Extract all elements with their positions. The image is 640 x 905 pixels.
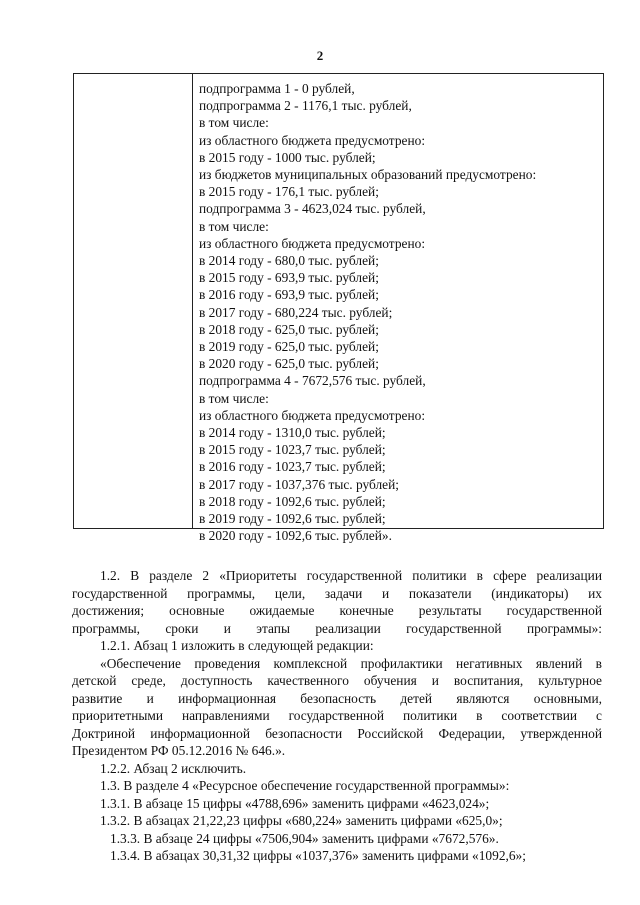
table-line: в 2017 году - 1037,376 тыс. рублей;: [199, 476, 400, 492]
paragraph-1-3: 1.3. В разделе 4 «Ресурсное обеспечение государственной программы»:: [100, 778, 510, 793]
table-line: в том числе:: [199, 218, 269, 234]
paragraph-1-3-4: 1.3.4. В абзацах 30,31,32 цифры «1037,376» заменить цифрами «1092,6»;: [110, 848, 526, 863]
table-line: в 2015 году - 1023,7 тыс. рублей;: [199, 442, 386, 458]
table-line: из областного бюджета предусмотрено:: [199, 132, 426, 148]
quote-line: приоритетными направлениями государственной политики в соответствии с: [72, 708, 602, 723]
paragraph-1-2-line: государственной программы, цели, задачи и показатели (индикаторы) их: [72, 585, 602, 601]
paragraph-1-2-2: 1.2.2. Абзац 2 исключить.: [100, 760, 247, 776]
table-line: подпрограмма 4 - 7672,576 тыс. рублей,: [199, 373, 426, 389]
table-line: в 2016 году - 1023,7 тыс. рублей;: [199, 459, 386, 475]
table-line: в 2015 году - 176,1 тыс. рублей;: [199, 184, 379, 200]
paragraph-1-2-1: 1.2.1. Абзац 1 изложить в следующей редакции:: [100, 638, 374, 653]
table-line: в 2020 году - 625,0 тыс. рублей;: [199, 356, 379, 372]
table-line: в 2019 году - 625,0 тыс. рублей;: [199, 339, 379, 355]
table-line: из бюджетов муниципальных образований предусмотрено:: [199, 167, 537, 183]
paragraph-1-2-line: программы, сроки и этапы реализации государственной программы»:: [72, 620, 602, 636]
quote-line: детской среде, доступность качественного обучения и воспитания, культурное: [72, 673, 602, 688]
quote-line: Президентом РФ 05.12.2016 № 646.».: [72, 743, 286, 758]
table-line: в 2014 году - 680,0 тыс. рублей;: [199, 253, 379, 269]
funding-list: [199, 80, 536, 544]
table-line: в 2018 году - 625,0 тыс. рублей;: [199, 321, 379, 337]
table-column-divider: [192, 74, 193, 528]
budget-table: [73, 73, 604, 544]
table-line: в том числе:: [199, 115, 269, 131]
table-line: в 2015 году - 1000 тыс. рублей;: [199, 149, 376, 165]
table-line: подпрограмма 2 - 1176,1 тыс. рублей,: [199, 98, 412, 114]
table-line: в том числе:: [199, 390, 269, 406]
paragraph-1-2-line: достижения; основные ожидаемые конечные результаты государственной: [72, 603, 602, 618]
table-line: в 2014 году - 1310,0 тыс. рублей;: [199, 425, 386, 441]
table-line: в 2017 году - 680,224 тыс. рублей;: [199, 304, 393, 320]
paragraph-1-3-2: 1.3.2. В абзацах 21,22,23 цифры «680,224» заменить цифрами «625,0»;: [100, 813, 503, 828]
quote-line: Доктриной информационной безопасности Российской Федерации, утвержденной: [72, 725, 602, 741]
page-number: 2: [316, 48, 324, 63]
quote-line: развитие и информационная безопасность детей являются основными,: [72, 690, 602, 706]
table-line: подпрограмма 1 - 0 рублей,: [199, 81, 355, 96]
table-line: в 2020 году - 1092,6 тыс. рублей».: [199, 528, 392, 544]
table-line: из областного бюджета предусмотрено:: [199, 235, 426, 251]
table-line: в 2019 году - 1092,6 тыс. рублей;: [199, 511, 386, 527]
paragraph-1-3-3: 1.3.3. В абзаце 24 цифры «7506,904» заменить цифрами «7672,576».: [110, 830, 499, 846]
paragraph-1-2-line: 1.2. В разделе 2 «Приоритеты государственной политики в сфере реализации: [100, 568, 602, 583]
table-line: подпрограмма 3 - 4623,024 тыс. рублей,: [199, 201, 426, 217]
paragraph-1-3-1: 1.3.1. В абзаце 15 цифры «4788,696» заменить цифрами «4623,024»;: [100, 795, 490, 811]
quote-line: «Обеспечение проведения комплексной профилактики негативных явлений в: [100, 655, 602, 671]
document-body: [72, 567, 602, 865]
table-line: в 2018 году - 1092,6 тыс. рублей;: [199, 493, 386, 509]
table-line: в 2015 году - 693,9 тыс. рублей;: [199, 270, 379, 286]
table-line: из областного бюджета предусмотрено:: [199, 407, 426, 423]
table-line: в 2016 году - 693,9 тыс. рублей;: [199, 287, 379, 303]
